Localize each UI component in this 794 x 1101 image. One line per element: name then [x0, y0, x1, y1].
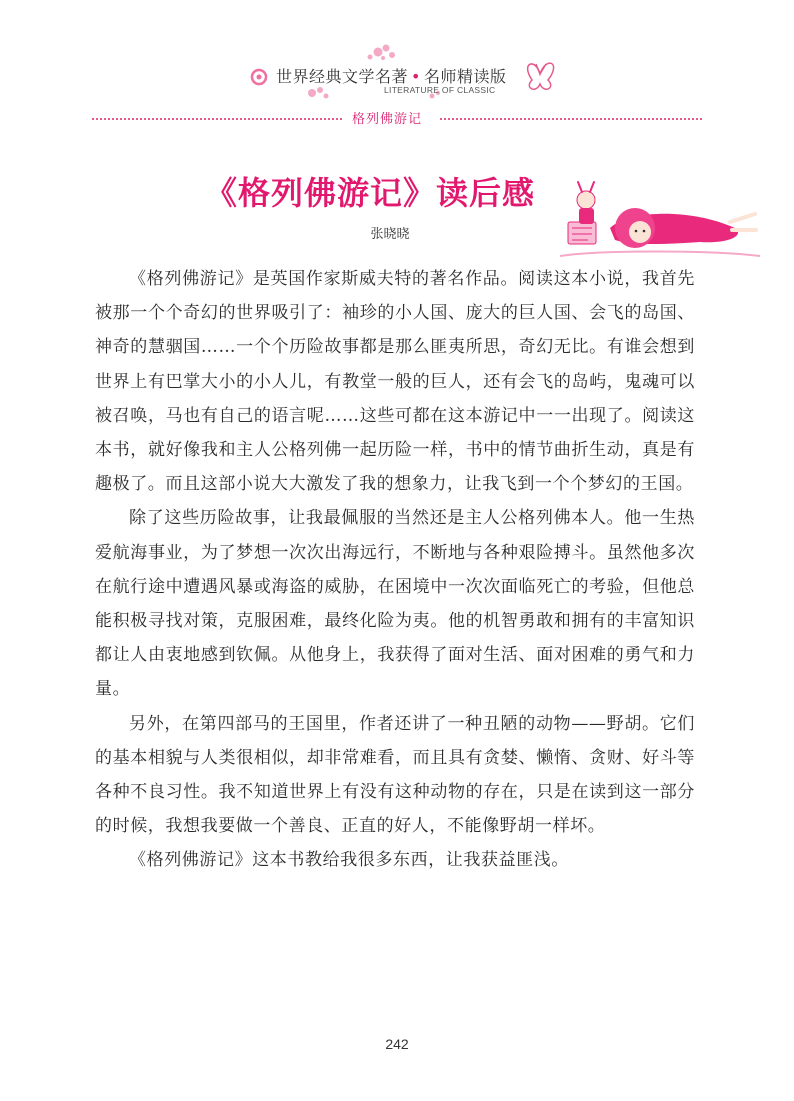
page-number: 242 [385, 1036, 409, 1052]
series-title-separator: • [411, 67, 421, 86]
paragraph: 《格列佛游记》是英国作家斯威夫特的著名作品。阅读这本小说，我首先被那一个个奇幻的世界吸引了：袖珍的小人国、庞大的巨人国、会飞的岛国、神奇的慧骃国……一个个历险故事都是那么匪夷所思，奇幻无比。有谁会想到世界上有巴掌大小的小人儿，有教堂一般的巨人，还有会飞的岛屿，鬼魂可以被召唤，马也有自己的语言呢……这些可都在这本游记中一一出现了。阅读这本书，就好像我和主人公格列佛一起历险一样，书中的情节曲折生动，真是有趣极了。而且这部小说大大激发了我的想象力，让我飞到一个个梦幻的王国。 [95, 269, 695, 495]
paragraph: 除了这些历险故事，让我最佩服的当然还是主人公格列佛本人。他一生热爱航海事业，为了梦想一次次出海远行，不断地与各种艰险搏斗。虽然他多次在航行途中遭遇风暴或海盗的威胁，在困境中一次次面临死亡的考验，但他总能积极寻找对策，克服困难，最终化险为夷。他的机智勇敢和拥有的丰富知识都让人由衷地感到钦佩。从他身上，我获得了面对生活、面对困难的勇气和力量。 [95, 508, 695, 700]
article-author: 张晓晓 [370, 227, 410, 242]
header-divider-left [92, 118, 342, 120]
series-title-main: 世界经典文学名著 [276, 67, 409, 86]
paragraph: 另外，在第四部马的王国里，作者还讲了一种丑陋的动物——野胡。它们的基本相貌与人类很相似，却非常难看，而且具有贪婪、懒惰、贪财、好斗等各种不良习性。我不知道世界上有没有这种动物的存在，只是在读到这一部分的时候，我想我要做一个善良、正直的好人，不能像野胡一样坏。 [95, 713, 695, 837]
article-title: 《格列佛游记》读后感 [204, 174, 535, 212]
series-title [276, 64, 506, 87]
paragraph: 《格列佛游记》这本书教给我很多东西，让我获益匪浅。 [129, 850, 569, 871]
butterfly-icon [528, 63, 554, 89]
section-tag: 格列佛游记 [352, 112, 423, 127]
series-title-edition: 名师精读版 [423, 67, 507, 86]
header-divider-right [440, 118, 702, 120]
article-body [95, 262, 695, 878]
series-subtitle: LITERATURE OF CLASSIC [384, 85, 496, 95]
girl-lying-illustration [560, 180, 760, 260]
ring-dot-icon [252, 70, 266, 84]
